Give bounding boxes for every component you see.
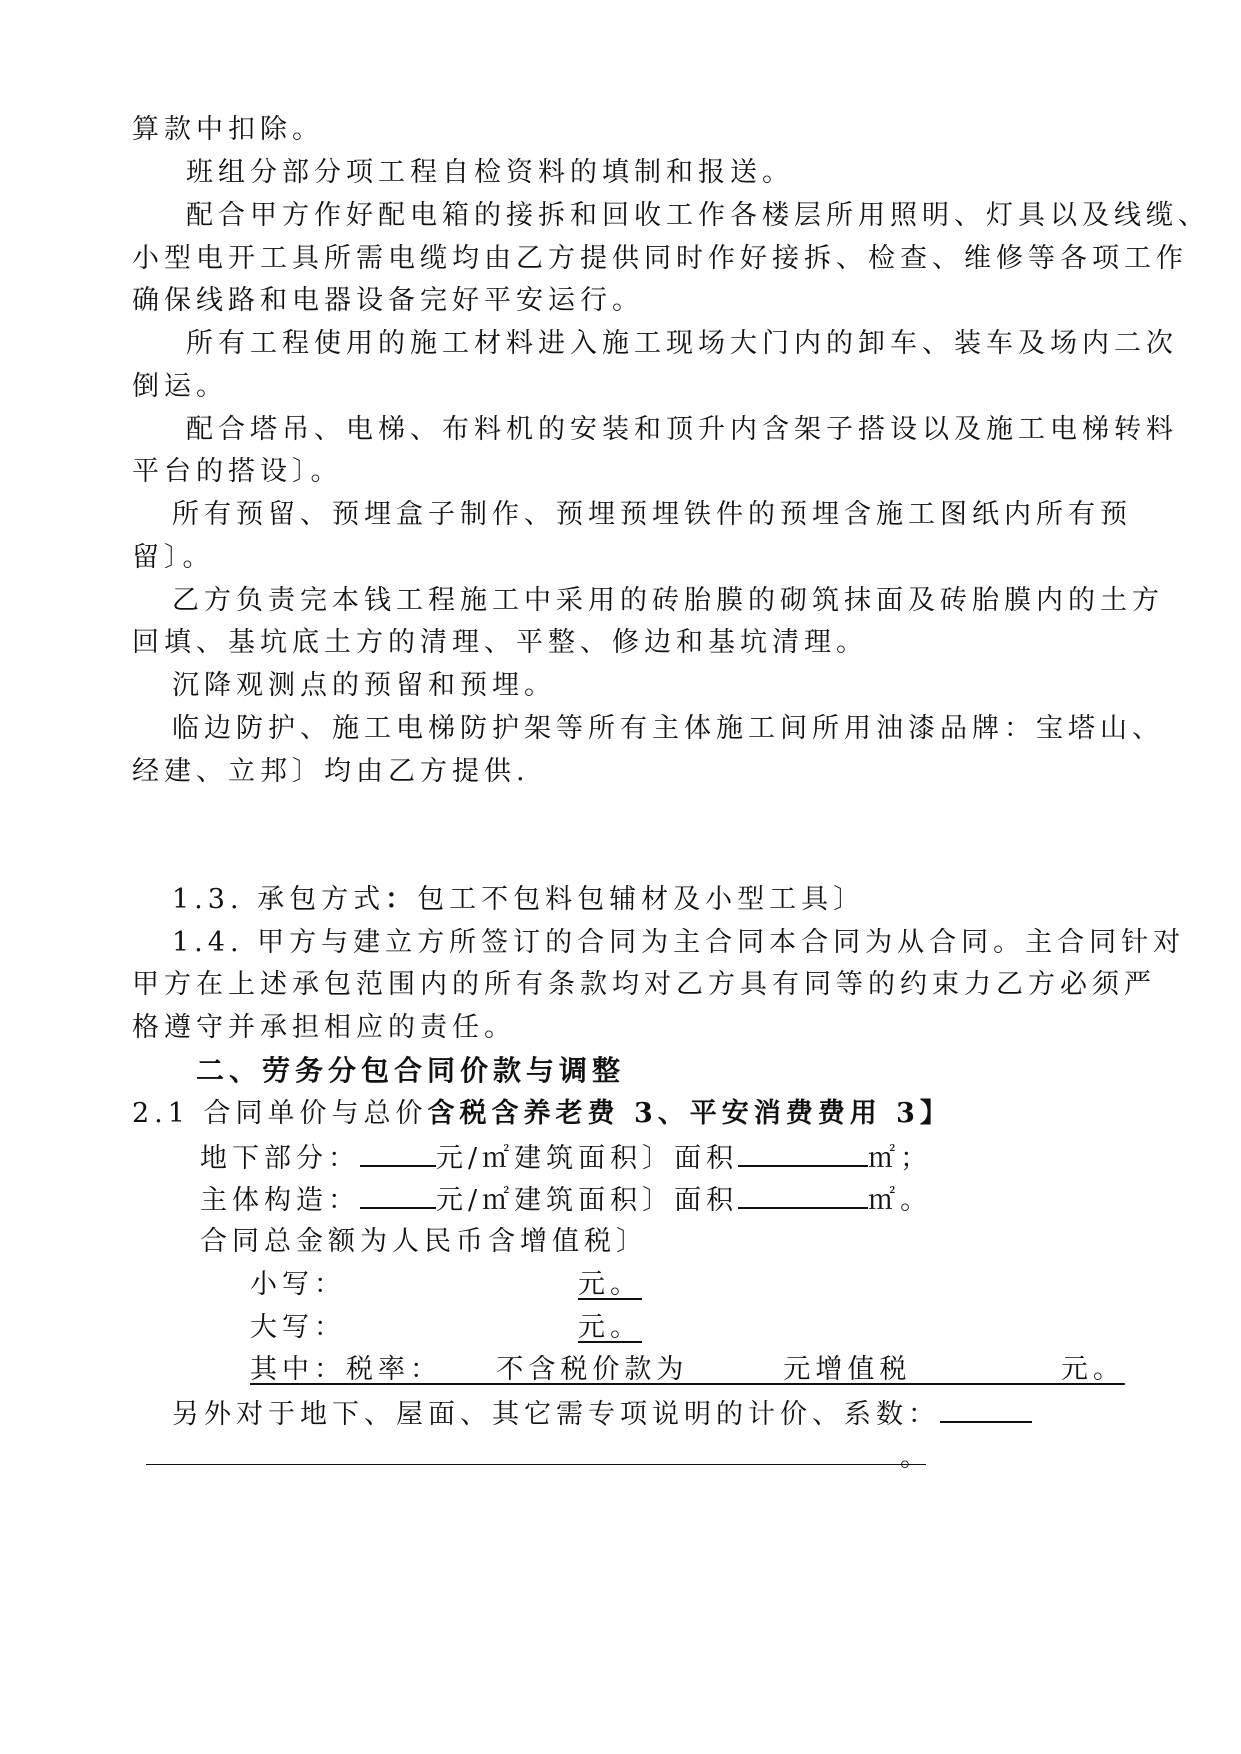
text-line: 平台的搭设〕。 — [132, 456, 343, 487]
sqm-unit: ㎡； — [868, 1143, 933, 1174]
text-line: 甲方在上述承包范围内的所有条款均对乙方具有同等的约束力乙方必须严 — [132, 969, 1156, 1000]
clause-text: 甲方与建立方所签订的合同为主合同本合同为从合同。主合同针对 — [257, 927, 1186, 958]
small-amount-blank[interactable] — [346, 1269, 642, 1300]
underground-price-line — [200, 1139, 932, 1177]
text-line: 格遵守并承担相应的责任。 — [132, 1012, 516, 1043]
text-line: 沉降观测点的预留和预埋。 — [172, 670, 556, 701]
text-line: 乙方负责完本钱工程施工中采用的砖胎膜的砌筑抹面及砖胎膜内的土方 — [172, 585, 1164, 616]
clause-label: 承包方式 — [257, 884, 386, 915]
text-line: 临边防护、施工电梯防护架等所有主体施工间所用油漆品牌：宝塔山、 — [172, 713, 1164, 744]
text-line: 倒运。 — [132, 371, 228, 402]
clause-text: 合同单价与总价 — [203, 1098, 428, 1129]
clause-number: 1.3. — [172, 884, 244, 915]
extra-pricing-blank-line[interactable] — [146, 1464, 926, 1465]
text-line: 算款中扣除。 — [132, 114, 324, 145]
big-amount-blank[interactable] — [346, 1312, 642, 1343]
yuan-unit: 元。 — [578, 1312, 642, 1343]
text-line: 所有工程使用的施工材料进入施工现场大门内的卸车、装车及场内二次 — [186, 328, 1178, 359]
underground-area-blank[interactable] — [738, 1139, 868, 1167]
underground-unit-price-blank[interactable] — [360, 1139, 436, 1167]
text-line: 回填、基坑底土方的清理、平整、修边和基坑清理。 — [132, 627, 868, 658]
clause-text: 包工不包料包辅材及小型工具〕 — [417, 884, 866, 915]
main-structure-label: 主体构造： — [200, 1185, 360, 1216]
underground-label: 地下部分： — [200, 1143, 360, 1174]
end-mark: 。 — [900, 1442, 932, 1473]
text-line: 班组分部分项工程自检资料的填制和报送。 — [186, 157, 794, 188]
clause-bold-text: 含税含养老费 3、平安消费费用 3】 — [427, 1098, 952, 1129]
unit-text: 元/㎡建筑面积〕面积 — [436, 1143, 739, 1174]
main-structure-area-blank[interactable] — [738, 1181, 868, 1209]
clause-number: 1.4. — [172, 927, 244, 958]
main-structure-price-line — [200, 1181, 932, 1219]
main-structure-unit-price-blank[interactable] — [360, 1181, 436, 1209]
amount-big-line — [250, 1310, 642, 1346]
unit-text: 元/㎡建筑面积〕面积 — [436, 1185, 739, 1216]
text-line: 所有预留、预埋盒子制作、预埋预埋铁件的预埋含施工图纸内所有预 — [172, 499, 1132, 530]
text-line: 确保线路和电器设备完好平安运行。 — [132, 285, 644, 316]
clause-1-4 — [172, 925, 1185, 961]
big-amount-label: 大写： — [250, 1312, 346, 1343]
text-line: 留〕。 — [132, 542, 215, 573]
clause-1-3 — [172, 882, 865, 918]
section-heading: 二、劳务分包合同价款与调整 — [196, 1054, 626, 1087]
sqm-unit: ㎡。 — [868, 1185, 933, 1216]
clause-colon: ： — [385, 884, 418, 915]
text-line: 配合甲方作好配电箱的接拆和回收工作各楼层所用照明、灯具以及线缆、 — [186, 200, 1210, 231]
amount-small-line — [250, 1267, 642, 1303]
clause-2-1 — [132, 1096, 952, 1132]
text-line: 小型电开工具所需电缆均由乙方提供同时作好接拆、检查、维修等各项工作 — [132, 243, 1188, 274]
extra-pricing-text: 另外对于地下、屋面、其它需专项说明的计价、系数： — [172, 1399, 940, 1430]
text-line: 配合塔吊、电梯、布料机的安装和顶升内含架子搭设以及施工电梯转料 — [186, 414, 1178, 445]
small-amount-label: 小写： — [250, 1269, 346, 1300]
extra-pricing-line — [172, 1395, 1032, 1433]
extra-pricing-blank[interactable] — [940, 1395, 1032, 1423]
yuan-unit: 元。 — [578, 1269, 642, 1300]
text-line: 经建、立邦〕均由乙方提供. — [132, 756, 530, 787]
clause-number: 2.1 — [132, 1098, 190, 1129]
tax-line: 其中：税率： 不含税价款为 元增值税 元。 — [250, 1354, 1125, 1385]
text-line: 合同总金额为人民币含增值税〕 — [200, 1226, 648, 1257]
